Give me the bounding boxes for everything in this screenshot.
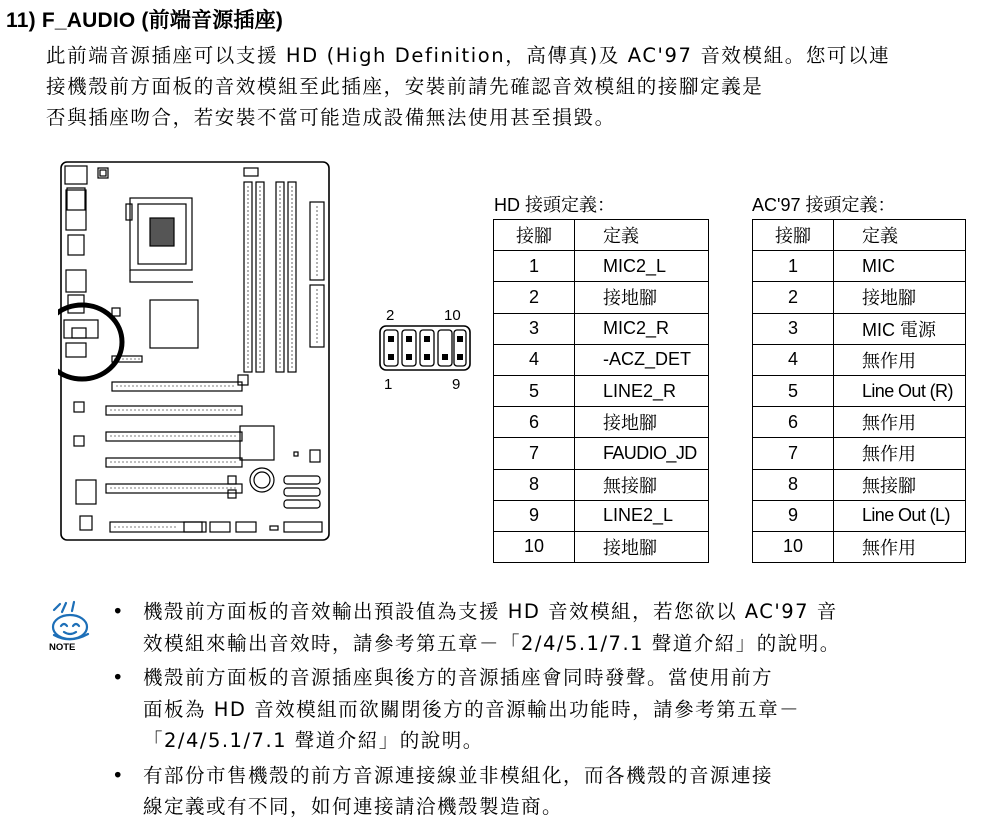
table-row bbox=[753, 531, 966, 562]
connector-pin-diagram bbox=[376, 306, 476, 392]
pin-definition: MIC2_R bbox=[575, 313, 709, 344]
pin-number: 5 bbox=[494, 375, 575, 406]
pin-number: 8 bbox=[753, 469, 834, 500]
pin-definition: Line Out (L) bbox=[834, 500, 966, 531]
pin-number: 1 bbox=[753, 251, 834, 282]
intro-line: 否與插座吻合，若安裝不當可能造成設備無法使用甚至損毀。 bbox=[46, 106, 616, 129]
pin-number: 10 bbox=[753, 531, 834, 562]
table-row bbox=[494, 344, 709, 375]
hd-pin-table bbox=[493, 219, 709, 563]
table-row bbox=[753, 251, 966, 282]
pin-definition: -ACZ_DET bbox=[575, 344, 709, 375]
pin-definition: LINE2_R bbox=[575, 375, 709, 406]
bullet: • bbox=[112, 600, 126, 623]
intro-paragraph bbox=[46, 40, 971, 133]
pin-number: 9 bbox=[494, 500, 575, 531]
pin-number: 4 bbox=[494, 344, 575, 375]
pin-number: 6 bbox=[753, 407, 834, 438]
table-row bbox=[753, 282, 966, 313]
column-header-definition: 定義 bbox=[575, 220, 709, 251]
table-row bbox=[753, 438, 966, 469]
pin-definition: 接地腳 bbox=[834, 282, 966, 313]
pin-definition: 無接腳 bbox=[575, 469, 709, 500]
notes-list bbox=[112, 596, 972, 826]
ac97-pin-table bbox=[752, 219, 966, 563]
table-header-row bbox=[753, 220, 966, 251]
pin-label-top-left: 2 bbox=[386, 307, 395, 324]
table-row bbox=[753, 469, 966, 500]
table-row bbox=[494, 469, 709, 500]
table-row bbox=[753, 313, 966, 344]
table-header-row bbox=[494, 220, 709, 251]
pin-definition: MIC2_L bbox=[575, 251, 709, 282]
pin-definition: 無接腳 bbox=[834, 469, 966, 500]
table-row bbox=[494, 438, 709, 469]
note-line: 機殼前方面板的音源插座與後方的音源插座會同時發聲。當使用前方 bbox=[143, 666, 774, 689]
note-label: NOTE bbox=[49, 642, 76, 652]
pin-number: 7 bbox=[494, 438, 575, 469]
motherboard-diagram bbox=[58, 160, 333, 545]
table-row bbox=[753, 375, 966, 406]
ac97-table-caption: AC'97 接頭定義： bbox=[752, 195, 896, 215]
pin-number: 2 bbox=[494, 282, 575, 313]
note-line: 面板為 HD 音效模組而欲關閉後方的音源輸出功能時，請參考第五章－ bbox=[143, 697, 801, 721]
pin-label-bottom-right: 9 bbox=[452, 376, 461, 392]
table-row bbox=[494, 375, 709, 406]
table-row bbox=[753, 500, 966, 531]
table-row bbox=[494, 531, 709, 562]
pin-definition: LINE2_L bbox=[575, 500, 709, 531]
table-row bbox=[494, 313, 709, 344]
bullet: • bbox=[112, 763, 126, 787]
pin-number: 2 bbox=[753, 282, 834, 313]
intro-line: 接機殼前方面板的音效模組至此插座，安裝前請先確認音效模組的接腳定義是 bbox=[46, 75, 764, 98]
table-row bbox=[494, 251, 709, 282]
pin-number: 8 bbox=[494, 469, 575, 500]
pin-number: 9 bbox=[753, 500, 834, 531]
pin-number: 4 bbox=[753, 344, 834, 375]
pin-number: 1 bbox=[494, 251, 575, 282]
note-line: 有部份市售機殼的前方音源連接線並非模組化，而各機殼的音源連接 bbox=[143, 763, 774, 787]
pin-definition: 無作用 bbox=[834, 438, 966, 469]
column-header-pin: 接腳 bbox=[494, 220, 575, 251]
pin-number: 3 bbox=[494, 313, 575, 344]
pin-definition: 接地腳 bbox=[575, 282, 709, 313]
pin-number: 5 bbox=[753, 375, 834, 406]
intro-line: 此前端音源插座可以支援 HD (High Definition，高傳真)及 AC'97 音效模組。您可以連 bbox=[46, 44, 891, 67]
table-row bbox=[753, 407, 966, 438]
pin-definition: 無作用 bbox=[834, 531, 966, 562]
note-item bbox=[112, 596, 972, 659]
pin-definition: MIC bbox=[834, 251, 966, 282]
column-header-pin: 接腳 bbox=[753, 220, 834, 251]
note-icon bbox=[46, 600, 94, 652]
note-item bbox=[112, 662, 972, 757]
pin-definition: MIC 電源 bbox=[834, 313, 966, 344]
column-header-definition: 定義 bbox=[834, 220, 966, 251]
note-line: 「2/4/5.1/7.1 聲道介紹」的說明。 bbox=[143, 729, 484, 752]
note-line: 線定義或有不同，如何連接請洽機殼製造商。 bbox=[143, 795, 564, 818]
pin-definition: 無作用 bbox=[834, 344, 966, 375]
pin-number: 6 bbox=[494, 407, 575, 438]
section-heading: 11) F_AUDIO (前端音源插座) bbox=[6, 9, 284, 32]
note-line: 機殼前方面板的音效輸出預設值為支援 HD 音效模組，若您欲以 AC'97 音 bbox=[143, 600, 838, 623]
pin-definition: 接地腳 bbox=[575, 407, 709, 438]
table-row bbox=[494, 500, 709, 531]
table-row bbox=[753, 344, 966, 375]
pin-definition: Line Out (R) bbox=[834, 375, 966, 406]
bullet: • bbox=[112, 666, 126, 689]
hd-table-caption: HD 接頭定義： bbox=[494, 195, 615, 215]
pin-definition: 無作用 bbox=[834, 407, 966, 438]
table-row bbox=[494, 282, 709, 313]
pin-label-bottom-left: 1 bbox=[384, 376, 393, 392]
pin-number: 10 bbox=[494, 531, 575, 562]
pin-number: 3 bbox=[753, 313, 834, 344]
note-item bbox=[112, 760, 972, 823]
pin-definition: 接地腳 bbox=[575, 531, 709, 562]
pin-label-top-right: 10 bbox=[444, 307, 461, 324]
note-line: 效模組來輸出音效時，請參考第五章－「2/4/5.1/7.1 聲道介紹」的說明。 bbox=[143, 631, 841, 655]
table-row bbox=[494, 407, 709, 438]
pin-definition: FAUDIO_JD bbox=[575, 438, 709, 469]
pin-number: 7 bbox=[753, 438, 834, 469]
